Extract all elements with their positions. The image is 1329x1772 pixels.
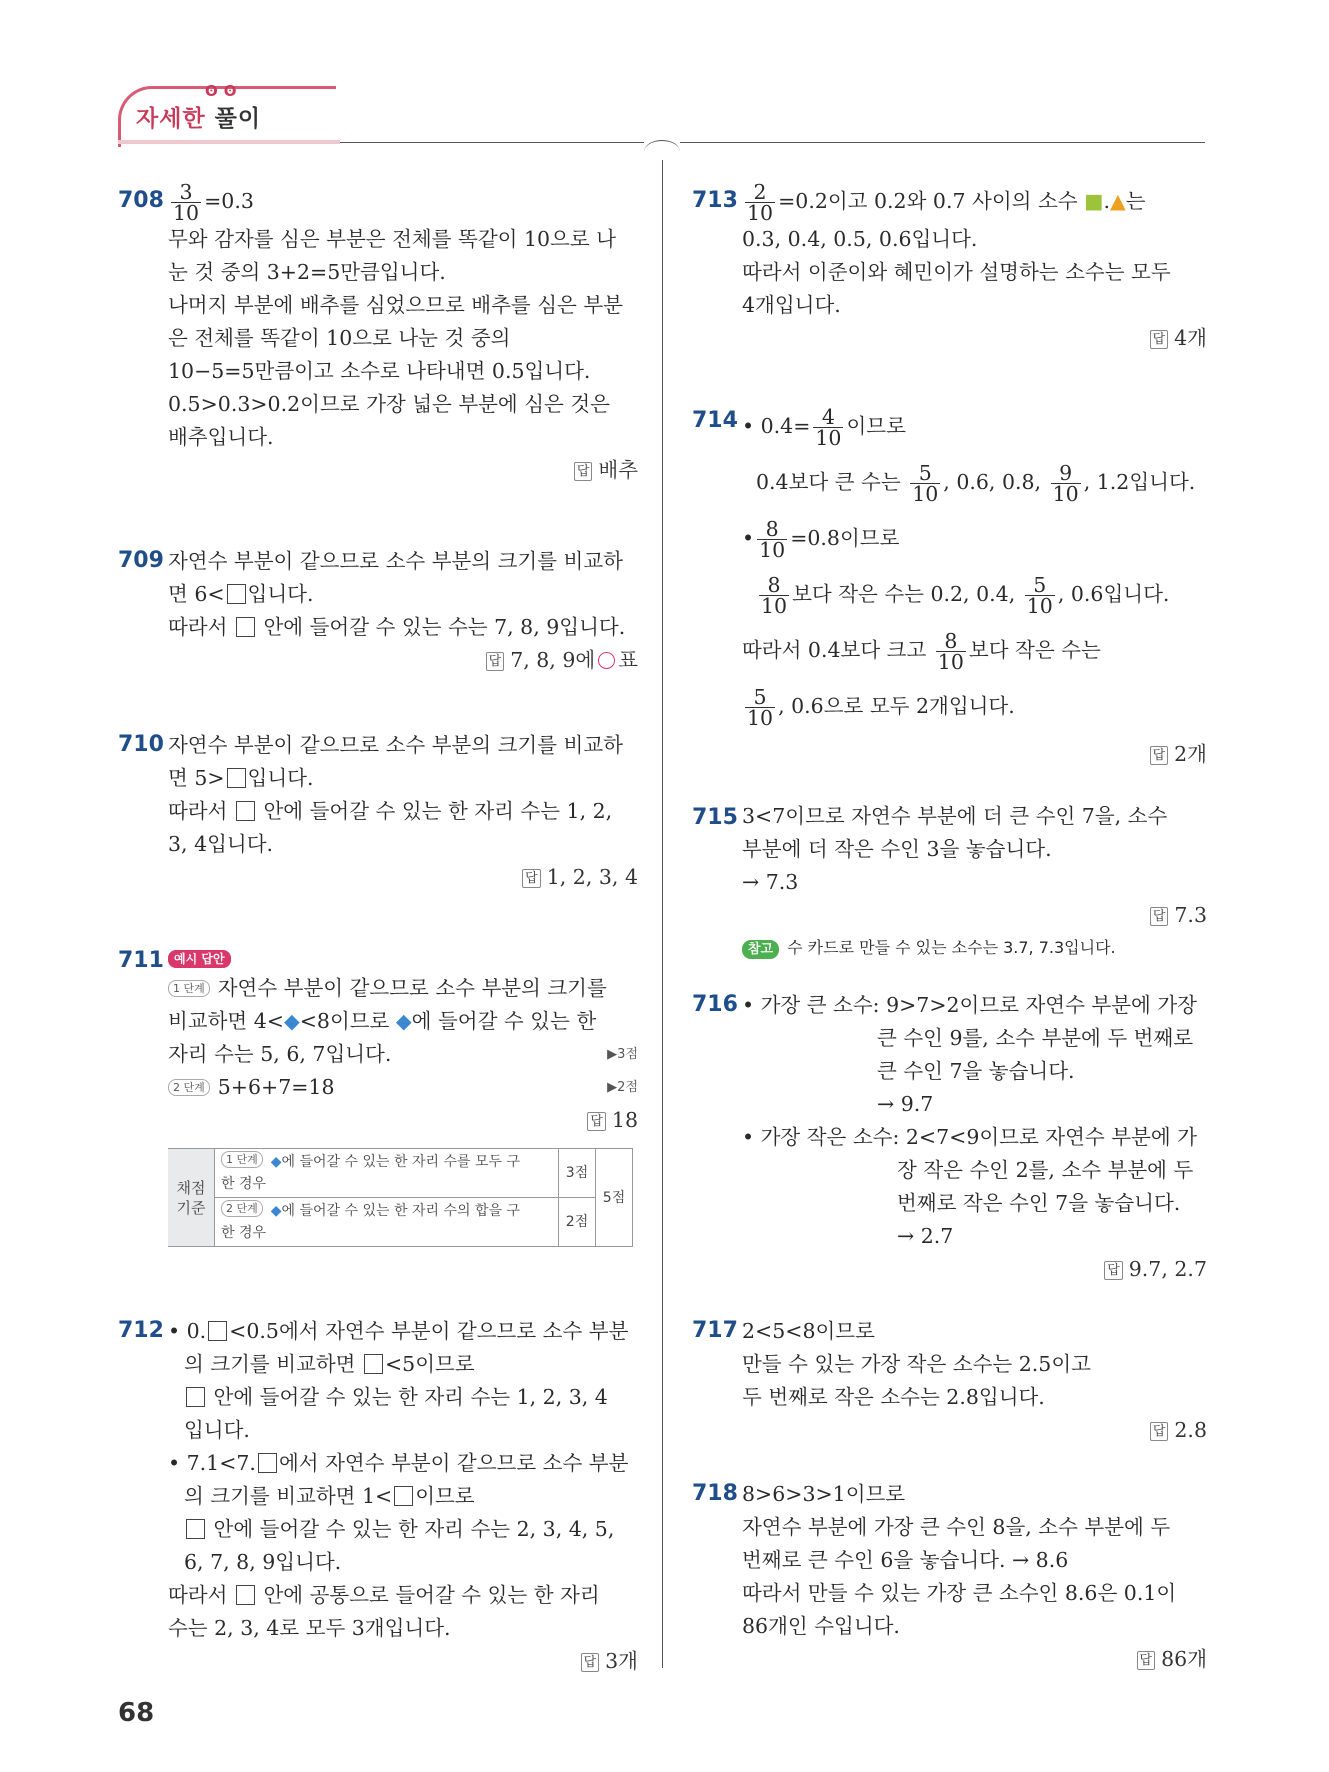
answer: 답 18 [168, 1104, 638, 1137]
answer: 답 1, 2, 3, 4 [168, 861, 638, 894]
page-header-title: 자세한 풀이 [136, 106, 262, 132]
eyes-decoration: ʘʘ [205, 82, 243, 100]
problem-718: 8>6>3>1이므로 자연수 부분에 가장 큰 수인 8을, 소수 부분에 두 번째로 큰 수인 6을 놓습니다. → 8.6 따라서 만들 수 있는 가장 큰 소수인 8.6은 0.1이 86개인 수입니다. 답 86개 [742, 1478, 1207, 1676]
fraction: $\frac{2}{10}$ [747, 180, 774, 225]
answer-label: 답 [1137, 1651, 1156, 1670]
fraction: $\frac{3}{10}$ [173, 180, 200, 225]
blank-box [227, 768, 246, 788]
problem-715: 3<7이므로 자연수 부분에 더 큰 수인 7을, 소수 부분에 더 작은 수인 3을 놓습니다. → 7.3 답 7.3 참고 수 카드로 만들 수 있는 소수는 3.7, 7.3입니다. [742, 804, 1207, 957]
problem-number: 708 [118, 188, 164, 213]
diamond-icon: ◆ [270, 1203, 282, 1219]
square-icon: ■ [1084, 189, 1104, 213]
answer: 답 배추 [168, 454, 638, 487]
problem-number: 715 [692, 805, 738, 830]
blank-box [236, 1585, 255, 1605]
blank-box [364, 1354, 383, 1374]
blank-box [236, 801, 255, 821]
answer: 답 3개 [168, 1645, 638, 1678]
answer: 답 2개 [742, 734, 1207, 774]
problem-711: 예시 답안 1 단계 자연수 부분이 같으므로 소수 부분의 크기를 비교하면 4<◆<8이므로 ◆에 들어갈 수 있는 한 자리 수는 5, 6, 7입니다. ▶3점 2 단계 5+6+7=18 ▶2점 답 18 [168, 946, 638, 1137]
blank-box [186, 1387, 205, 1407]
problem-number: 710 [118, 732, 164, 757]
blank-box [227, 584, 246, 604]
header-rule-right [680, 142, 1205, 143]
problem-number: 717 [692, 1318, 738, 1343]
problem-717: 2<5<8이므로 만들 수 있는 가장 작은 소수는 2.5이고 두 번째로 작은 소수는 2.8입니다. 답 2.8 [742, 1315, 1207, 1447]
page-number: 68 [118, 1698, 155, 1728]
problem-710: 자연수 부분이 같으므로 소수 부분의 크기를 비교하 면 5> 입니다. 따라서 안에 들어갈 수 있는 한 자리 수는 1, 2, 3, 4입니다. 답 1, 2, 3, 4 [168, 729, 638, 894]
answer-label: 답 [486, 652, 505, 671]
problem-number: 718 [692, 1481, 738, 1506]
scoring-criteria-table: 채점 기준 1 단계 ◆에 들어갈 수 있는 한 자리 수를 모두 구 한 경우 3점 5점 2 단계 ◆에 들어갈 수 있는 한 자리 수의 합을 구 한 경우 2점 [168, 1148, 633, 1247]
problem-709: 자연수 부분이 같으므로 소수 부분의 크기를 비교하 면 6< 입니다. 따라서 안에 들어갈 수 있는 수는 7, 8, 9입니다. 답 7, 8, 9에 표 [168, 545, 638, 677]
diamond-icon: ◆ [270, 1154, 282, 1170]
answer: 답 7.3 [742, 899, 1207, 932]
diamond-icon: ◆ [283, 1009, 300, 1033]
answer: 답 86개 [742, 1643, 1207, 1676]
problem-708: $\frac{3}{10}$ =0.3 무와 감자를 심은 부분은 전체를 똑같이 10으로 나 눈 것 중의 3+2=5만큼입니다. 나머지 부분에 배추를 심었으므로 배추를 심은 부분 은 전체를 똑같이 10으로 나눈 것 중의 10−5=5만큼이고 소수로 나타내면 0.5입니다. 0.5>0.3>0.2이므로 가장 넓은 부분에 심은 것은 배추입니다. 답 배추 [168, 182, 638, 487]
diamond-icon: ◆ [395, 1009, 412, 1033]
blank-box [258, 1453, 277, 1473]
answer-label: 답 [1150, 907, 1169, 926]
answer-label: 답 [587, 1112, 606, 1131]
problem-number: 713 [692, 188, 738, 213]
blank-box [236, 617, 255, 637]
example-answer-badge: 예시 답안 [168, 950, 231, 968]
header-underline [118, 140, 340, 144]
answer: 답 9.7, 2.7 [742, 1253, 1207, 1286]
answer-label: 답 [1104, 1261, 1123, 1280]
problem-713: $\frac{2}{10}$ =0.2이고 0.2와 0.7 사이의 소수 ■.▲는 0.3, 0.4, 0.5, 0.6입니다. 따라서 이준이와 혜민이가 설명하는 소수는 모두 4개입니다. 답 4개 [742, 182, 1207, 355]
blank-box [186, 1519, 205, 1539]
problem-716: • 가장 큰 소수: 9>7>2이므로 자연수 부분에 가장 큰 수인 9를, 소수 부분에 두 번째로 큰 수인 7을 놓습니다. → 9.7 • 가장 작은 소수: 2<7<9이므로 자연수 부분에 가 장 작은 수인 2를, 소수 부분에 두 번째로 작은 수인 7을 놓습니다. → 2.7 답 9.7, 2.7 [742, 989, 1207, 1286]
answer-label: 답 [581, 1653, 600, 1672]
column-divider [662, 160, 663, 1668]
header-rule-left [340, 142, 644, 143]
answer-label: 답 [522, 869, 541, 888]
answer-label: 답 [1150, 746, 1169, 765]
problem-number: 712 [118, 1318, 164, 1343]
problem-712: • 0. <0.5에서 자연수 부분이 같으므로 소수 부분 의 크기를 비교하면 <5이므로 안에 들어갈 수 있는 한 자리 수는 1, 2, 3, 4 입니다. • 7.1<7. 에서 자연수 부분이 같으므로 소수 부분 의 크기를 비교하면 1< 이므로 안에 들어갈 수 있는 한 자리 수는 2, 3, 4, 5, 6, 7, 8, 9입니다. 따라서 안에 공통으로 들어갈 수 있는 한 자리 수는 2, 3, 4로 모두 3개입니다. 답 3개 [168, 1315, 638, 1678]
answer-label: 답 [1150, 1422, 1169, 1441]
triangle-icon: ▲ [1110, 189, 1126, 213]
answer: 답 2.8 [742, 1414, 1207, 1447]
answer: 답 4개 [742, 322, 1207, 355]
problem-number: 716 [692, 992, 738, 1017]
blank-box [394, 1486, 413, 1506]
note-badge: 참고 [742, 940, 779, 959]
problem-number: 711 [118, 948, 164, 973]
blank-box [208, 1321, 227, 1341]
problem-number: 714 [692, 408, 738, 433]
answer-label: 답 [574, 462, 593, 481]
answer-label: 답 [1150, 330, 1169, 349]
circle-icon [598, 652, 615, 669]
answer: 답 7, 8, 9에 표 [168, 644, 638, 677]
problem-714: • 0.4= $\frac{4}{10}$ 이므로 0.4보다 큰 수는 $\frac{5}{10}$ , 0.6, 0.8, $\frac{9}{10}$ , 1.2입니다. • $\frac{8}{10}$ =0.8이므로 $\frac{8}{10}$ 보다 작은 수는 0.2, 0.4, $\frac{5}{10}$ , 0.6입니다. 따라서 0.4보다 크고 $\frac{8}{10}$ 보다 작은 수는 $\frac{5}{10}$ , 0.6으로 모두 2개입니다. 답 2개 [742, 398, 1207, 774]
problem-number: 709 [118, 548, 164, 573]
